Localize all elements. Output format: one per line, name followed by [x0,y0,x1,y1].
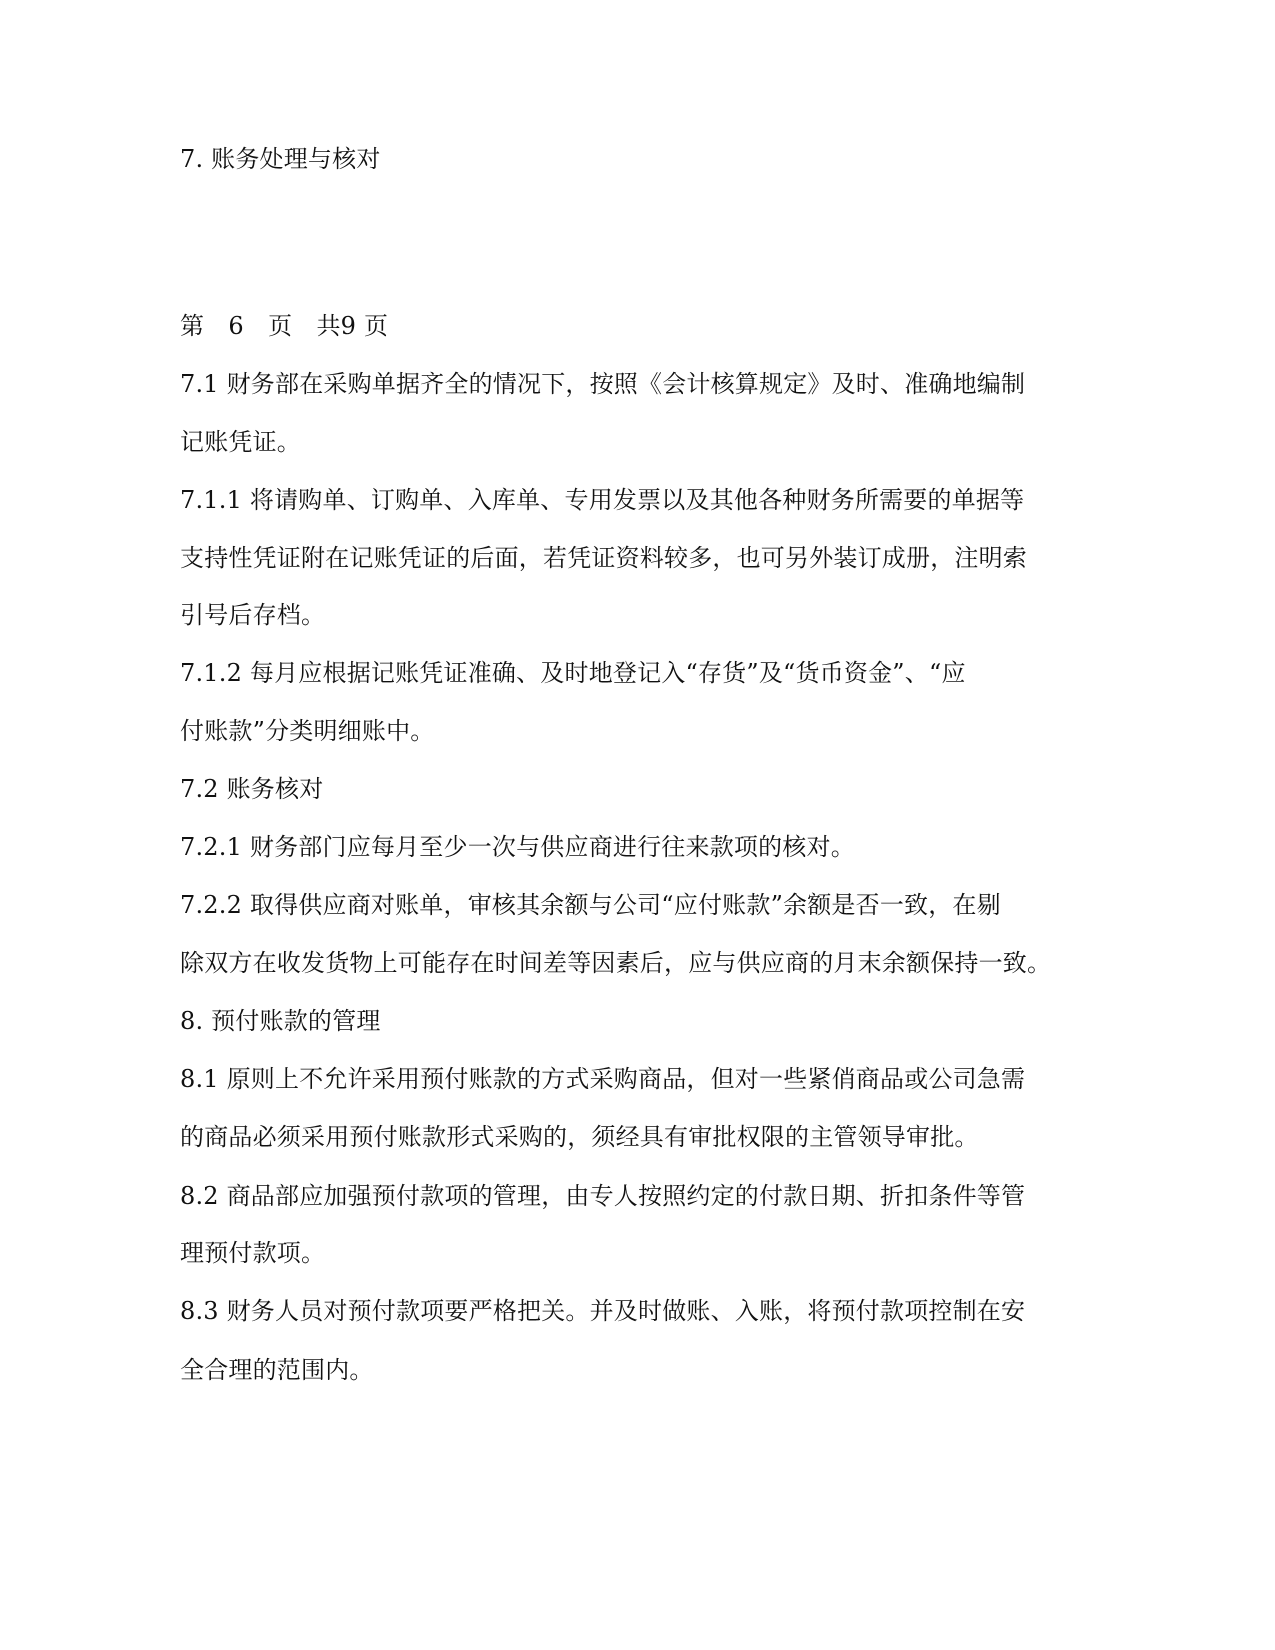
paragraph-line: 支持性凭证附在记账凭证的后面，若凭证资料较多，也可另外装订成册，注明索 [180,544,1027,572]
subsection-heading-7-2: 7.2 账务核对 [180,775,324,803]
paragraph-line: 付账款”分类明细账中。 [180,717,435,745]
paragraph-line: 7.2.2 取得供应商对账单，审核其余额与公司“应付账款”余额是否一致，在剔 [180,891,1001,919]
paragraph-line: 8.3 财务人员对预付款项要严格把关。并及时做账、入账，将预付款项控制在安 [180,1297,1026,1325]
paragraph-line: 除双方在收发货物上可能存在时间差等因素后，应与供应商的月末余额保持一致。 [180,949,1052,977]
paragraph-line: 7.1.2 每月应根据记账凭证准确、及时地登记入“存货”及“货币资金”、“应 [180,659,966,687]
paragraph-line: 7.2.1 财务部门应每月至少一次与供应商进行往来款项的核对。 [180,833,855,861]
paragraph-line: 理预付款项。 [180,1239,326,1267]
paragraph-line: 7.1.1 将请购单、订购单、入库单、专用发票以及其他各种财务所需要的单据等 [180,486,1025,514]
paragraph-line: 记账凭证。 [180,428,301,456]
paragraph-line: 全合理的范围内。 [180,1356,374,1384]
paragraph-line: 8.1 原则上不允许采用预付账款的方式采购商品，但对一些紧俏商品或公司急需 [180,1065,1026,1093]
page-number: 第 6 页 共9 页 [180,312,389,340]
paragraph-line: 8.2 商品部应加强预付款项的管理，由专人按照约定的付款日期、折扣条件等管 [180,1182,1026,1210]
section-heading-7: 7. 账务处理与核对 [180,145,381,173]
section-heading-8: 8. 预付账款的管理 [180,1007,381,1035]
paragraph-line: 引号后存档。 [180,601,326,629]
paragraph-line: 7.1 财务部在采购单据齐全的情况下，按照《会计核算规定》及时、准确地编制 [180,370,1026,398]
paragraph-line: 的商品必须采用预付账款形式采购的，须经具有审批权限的主管领导审批。 [180,1123,979,1151]
